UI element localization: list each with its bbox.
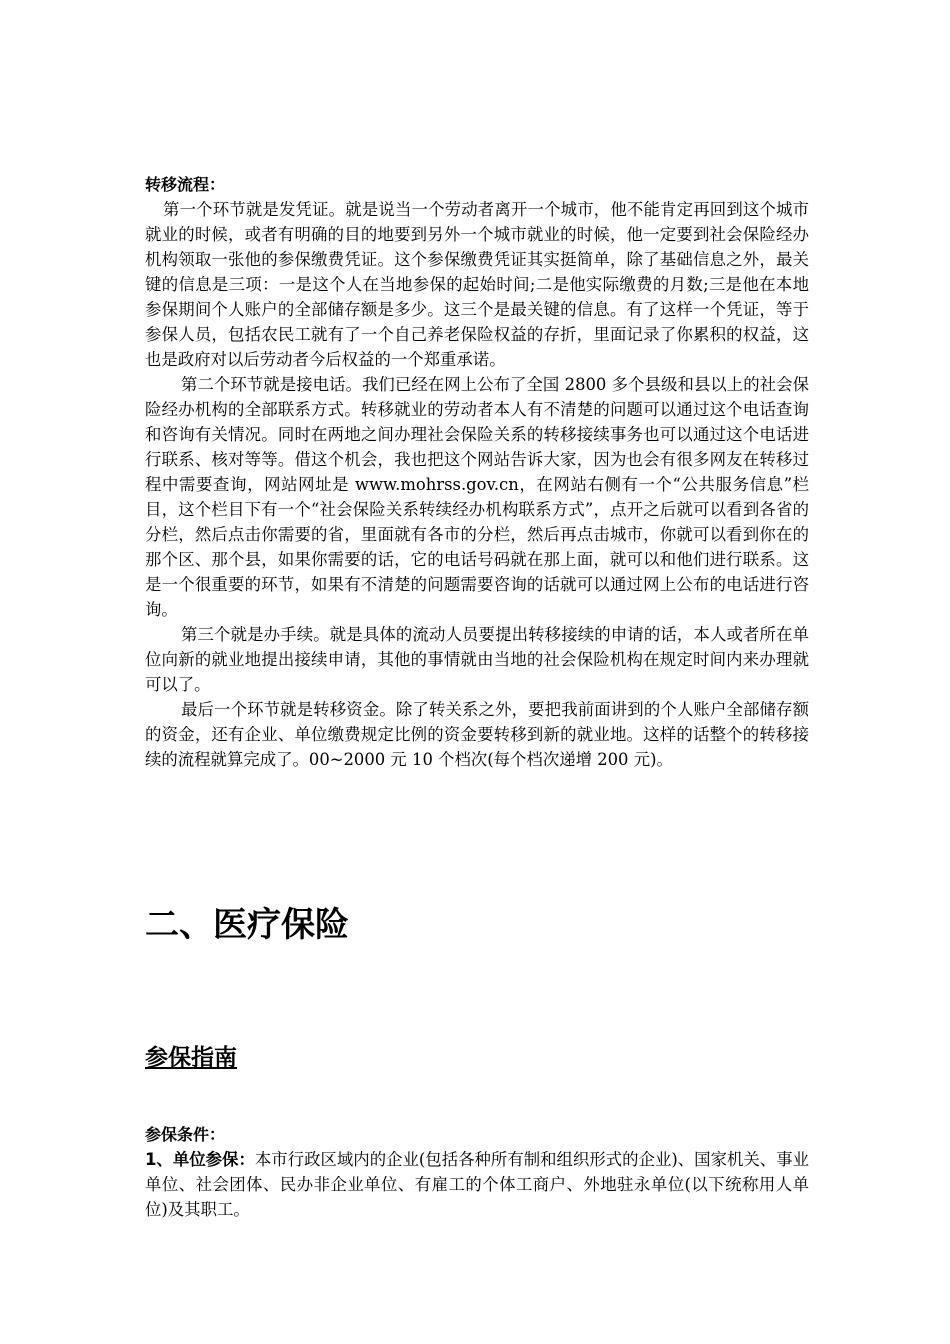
condition-item-1-label: 1、单位参保： [145, 1150, 255, 1169]
enrollment-guide-title: 参保指南 [145, 1045, 237, 1071]
transfer-step3-paragraph: 第三个就是办手续。就是具体的流动人员要提出转移接续的申请的话，本人或者所在单位向新的就业地提出接续申请，其他的事情就由当地的社会保险机构在规定时间内来办理就可以了。 [145, 625, 809, 694]
conditions-label: 参保条件： [145, 1125, 226, 1144]
medical-insurance-title: 二、医疗保险 [145, 905, 349, 945]
condition-item-1 [145, 1147, 809, 1222]
transfer-section [145, 172, 809, 772]
enrollment-conditions-section [145, 1122, 809, 1222]
transfer-step2-paragraph: 第二个环节就是接电话。我们已经在网上公布了全国 2800 多个县级和县以上的社会保险经办机构的全部联系方式。转移就业的劳动者本人有不清楚的问题可以通过这个电话查询和咨询有关情况。同时在两地之间办理社会保险关系的转移接续事务也可以通过这个电话进行联系、核对等等。借这个机会，我也把这个网站告诉大家，因为也会有很多网友在转移过程中需要查询，网站网址是 www.mohrss.gov.cn，在网站右侧有一个“公共服务信息”栏目，这个栏目下有一个“社会保险关系转续经办机构联系方式”，点开之后就可以看到各省的分栏，然后点击你需要的省，里面就有各市的分栏，然后再点击城市，你就可以看到你在的那个区、那个县，如果你需要的话，它的电话号码就在那上面，就可以和他们进行联系。这是一个很重要的环节，如果有不清楚的问题需要咨询的话就可以通过网上公布的电话进行咨询。 [145, 375, 809, 619]
condition-item-1-text: 本市行政区域内的企业(包括各种所有制和组织形式的企业)、国家机关、事业单位、社会团体、民办非企业单位、有雇工的个体工商户、外地驻永单位(以下统称用人单位)及其职工。 [145, 1150, 810, 1219]
transfer-step1-paragraph: 第一个环节就是发凭证。就是说当一个劳动者离开一个城市，他不能肯定再回到这个城市就业的时候，或者有明确的目的地要到另外一个城市就业的时候，他一定要到社会保险经办机构领取一张他的参保缴费凭证。这个参保缴费凭证其实挺简单，除了基础信息之外，最关键的信息是三项：一是这个人在当地参保的起始时间;二是他实际缴费的月数;三是他在本地参保期间个人账户的全部储存额是多少。这三个是最关键的信息。有了这样一个凭证，等于参保人员，包括农民工就有了一个自己养老保险权益的存折，里面记录了你累积的权益，这也是政府对以后劳动者今后权益的一个郑重承诺。 [145, 200, 809, 369]
transfer-step4-paragraph: 最后一个环节就是转移资金。除了转关系之外，要把我前面讲到的个人账户全部储存额的资金，还有企业、单位缴费规定比例的资金要转移到新的就业地。这样的话整个的转移接续的流程就算完成了。00~2000 元 10 个档次(每个档次递增 200 元)。 [145, 700, 809, 769]
transfer-heading: 转移流程： [145, 175, 226, 194]
